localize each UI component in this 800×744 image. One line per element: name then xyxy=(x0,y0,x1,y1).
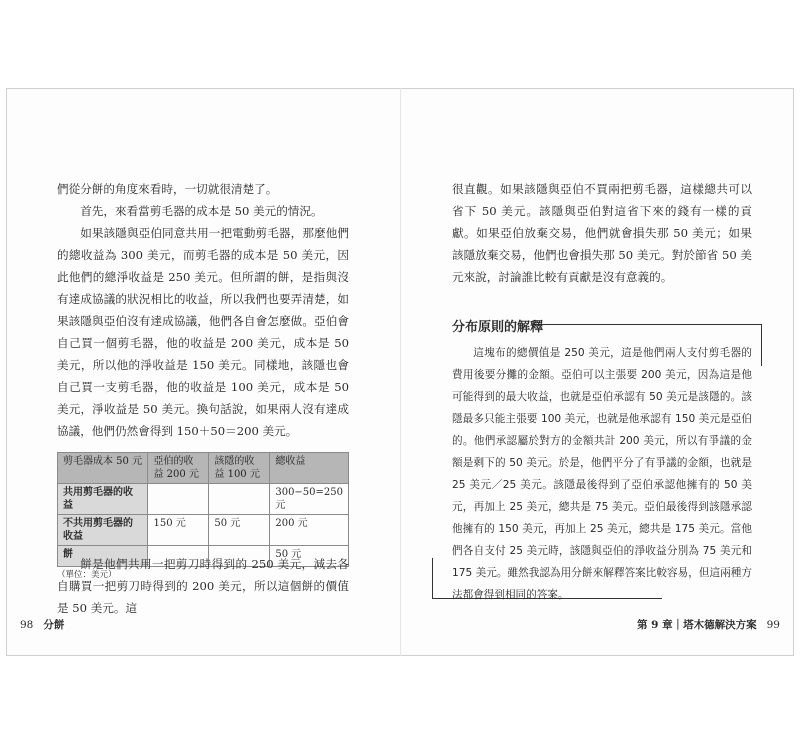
left-paragraph-3: 如果該隱與亞伯同意共用一把電動剪毛器，那麼他們的總收益為 300 美元，而剪毛器的成本是 50 美元，因此他們的總淨收益是 250 美元。但所謂的餅，是指與沒有達成協議的狀況相比的收益，所以我們也要弄清楚，如果該隱與亞伯沒有達成協議，他們各自會怎麼做。亞伯會自己買一個剪毛器，他的收益是 200 美元，成本是 50 美元，所以他的淨收益是 150 美元。同樣地，該隱也會自己買一支剪毛器，他的收益是 100 美元，成本是 50 美元，淨收益是 50 美元。換句話說，如果兩人沒有達成協議，他們仍然會得到 150＋50＝200 美元。 xyxy=(57,226,349,438)
page-gutter xyxy=(400,88,401,656)
box-top-rule xyxy=(534,324,762,325)
table-header-cell: 亞伯的收益 200 元 xyxy=(148,453,209,484)
table-row xyxy=(58,515,349,546)
left-paragraph-4-block xyxy=(57,553,349,619)
left-page-body xyxy=(57,178,349,581)
table-cell: 不共用剪毛器的收益 xyxy=(58,515,148,546)
table-unit-note: （單位：美元） xyxy=(57,570,117,580)
table-cell: 餅 xyxy=(58,546,148,567)
sidebar-box-title: 分布原則的解釋 xyxy=(452,320,544,335)
table-cell: 300−50=250 元 xyxy=(270,484,349,515)
table-cell: 50 元 xyxy=(209,515,270,546)
left-paragraph-1: 們從分餅的角度來看時，一切就很清楚了。 xyxy=(57,182,278,196)
gains-table xyxy=(57,452,349,567)
table-cell: 50 元 xyxy=(270,546,349,567)
left-page-number: 98 xyxy=(20,619,34,631)
book-title: 分餅 xyxy=(43,619,65,631)
table-header-cell: 該隱的收益 100 元 xyxy=(209,453,270,484)
right-folio xyxy=(637,617,780,632)
table-header-row xyxy=(58,453,349,484)
table-row xyxy=(58,484,349,515)
table-header-cell: 總收益 xyxy=(270,453,349,484)
table-cell: 150 元 xyxy=(148,515,209,546)
chapter-title: 第 9 章｜塔木德解決方案 xyxy=(636,619,757,631)
table-cell: 200 元 xyxy=(270,515,349,546)
sidebar-box-body xyxy=(452,342,752,606)
box-left-rule xyxy=(432,558,433,598)
table-cell xyxy=(148,484,209,515)
sidebar-box-text: 這塊布的總價值是 250 美元，這是他們兩人支付剪毛器的費用後要分攤的金額。亞伯可以主張要 200 美元，因為這是他可能得到的最大收益，也就是亞伯承認有 50 美元是該隱的。該隱最多只能主張要 100 美元，也就是他承認有 150 美元是亞伯的。他們承認屬於對方的金額共計 200 美元，所以有爭議的金額是剩下的 50 美元。於是，他們平分了有爭議的金額，也就是 25 美元／25 美元。該隱最後得到了亞伯承認他擁有的 50 美元，再加上 25 美元，總共是 75 美元。亞伯最後得到該隱承認他擁有的 150 美元，再加上 25 美元，總共是 175 美元。當他們各自支付 25 美元時，該隱與亞伯的淨收益分別為 75 美元和 175 美元。雖然我認為用分餅來解釋答案比較容易，但這兩種方法都會得到相同的答案。 xyxy=(452,347,752,601)
table-cell xyxy=(209,484,270,515)
left-paragraph-2: 首先，來看當剪毛器的成本是 50 美元的情況。 xyxy=(80,204,323,218)
right-paragraph-1: 很直觀。如果該隱與亞伯不買兩把剪毛器，這樣總共可以省下 50 美元。該隱與亞伯對這省下來的錢有一樣的貢獻。如果亞伯放棄交易，他們就會損失那 50 美元；如果該隱放棄交易，他們也會損失那 50 美元。對於節省 50 美元來說，討論誰比較有貢獻是沒有意義的。 xyxy=(452,182,752,284)
right-page-number: 99 xyxy=(766,619,780,631)
left-paragraph-4: 餅是他們共用一把剪刀時得到的 250 美元，減去各自購買一把剪刀時得到的 200 美元，所以這個餅的價值是 50 美元。這 xyxy=(57,557,349,615)
right-page-body xyxy=(452,178,752,288)
table-header-cell: 剪毛器成本 50 元 xyxy=(58,453,148,484)
box-right-rule xyxy=(761,324,762,366)
left-folio xyxy=(20,617,64,632)
table-cell: 共用剪毛器的收益 xyxy=(58,484,148,515)
